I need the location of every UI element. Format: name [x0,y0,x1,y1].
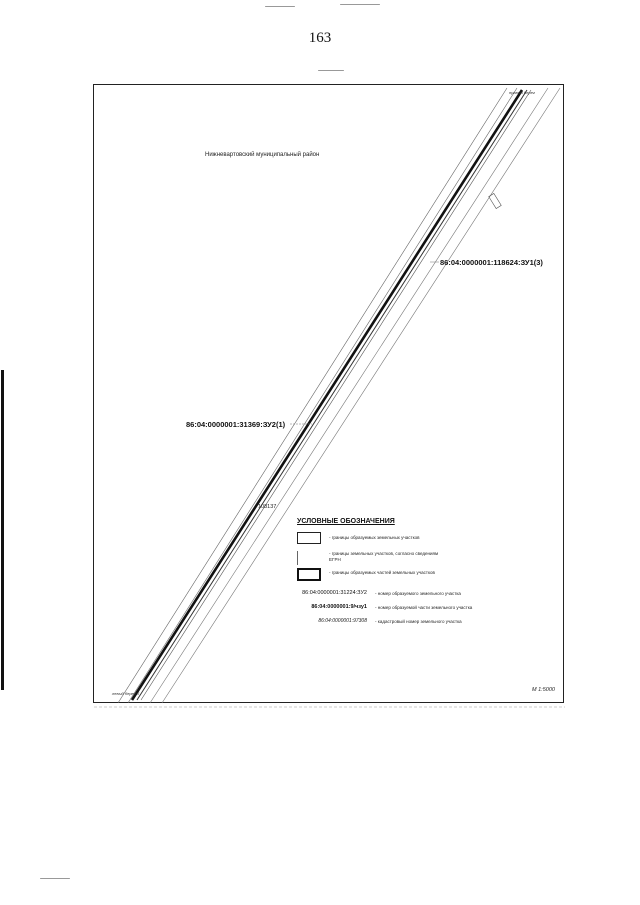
legend-item-text: - границы образуемых земельных участков [329,535,420,540]
point-number-label: 108137 [258,504,277,510]
structure-marker [489,193,502,208]
legend-item-text: - границы земельных участков, согласно сведениям ЕГРН [329,551,439,562]
page-number: 163 [308,30,332,46]
legend-code: 86:04:0000001:31224:ЗУ2 [302,590,367,596]
legend-symbol-part-boundary [297,568,321,581]
legend-code-text: - номер образуемого земельного участка [375,591,461,596]
region-label: Нижневартовский муниципальный район [205,152,320,158]
legend-title: УСЛОВНЫЕ ОБОЗНАЧЕНИЯ [297,518,395,525]
legend-code: 86:04:0000001:97308 [318,618,367,624]
corner-label-top: правый берег [509,90,535,95]
scale-label: М 1:5000 [532,687,555,693]
parcel-label-lower: 86:04:0000001:31369:ЗУ2(1) [186,420,286,429]
legend-item-text: - границы образуемых частей земельных участков [329,570,435,575]
legend-code-text: - кадастровый номер земельного участка [375,619,462,624]
parcel-label-upper: 86:04:0000001:118624:ЗУ1(3) [440,258,543,267]
legend-symbol-egrn-boundary [297,551,321,565]
legend-symbol-parcel-boundary [297,532,321,544]
corner-label-bottom: левый берег б [112,691,140,696]
legend-code-text: - номер образуемой части земельного участка [375,605,473,610]
legend-code: 86:04:0000001:9/чзу1 [311,604,367,610]
legend [285,518,535,630]
